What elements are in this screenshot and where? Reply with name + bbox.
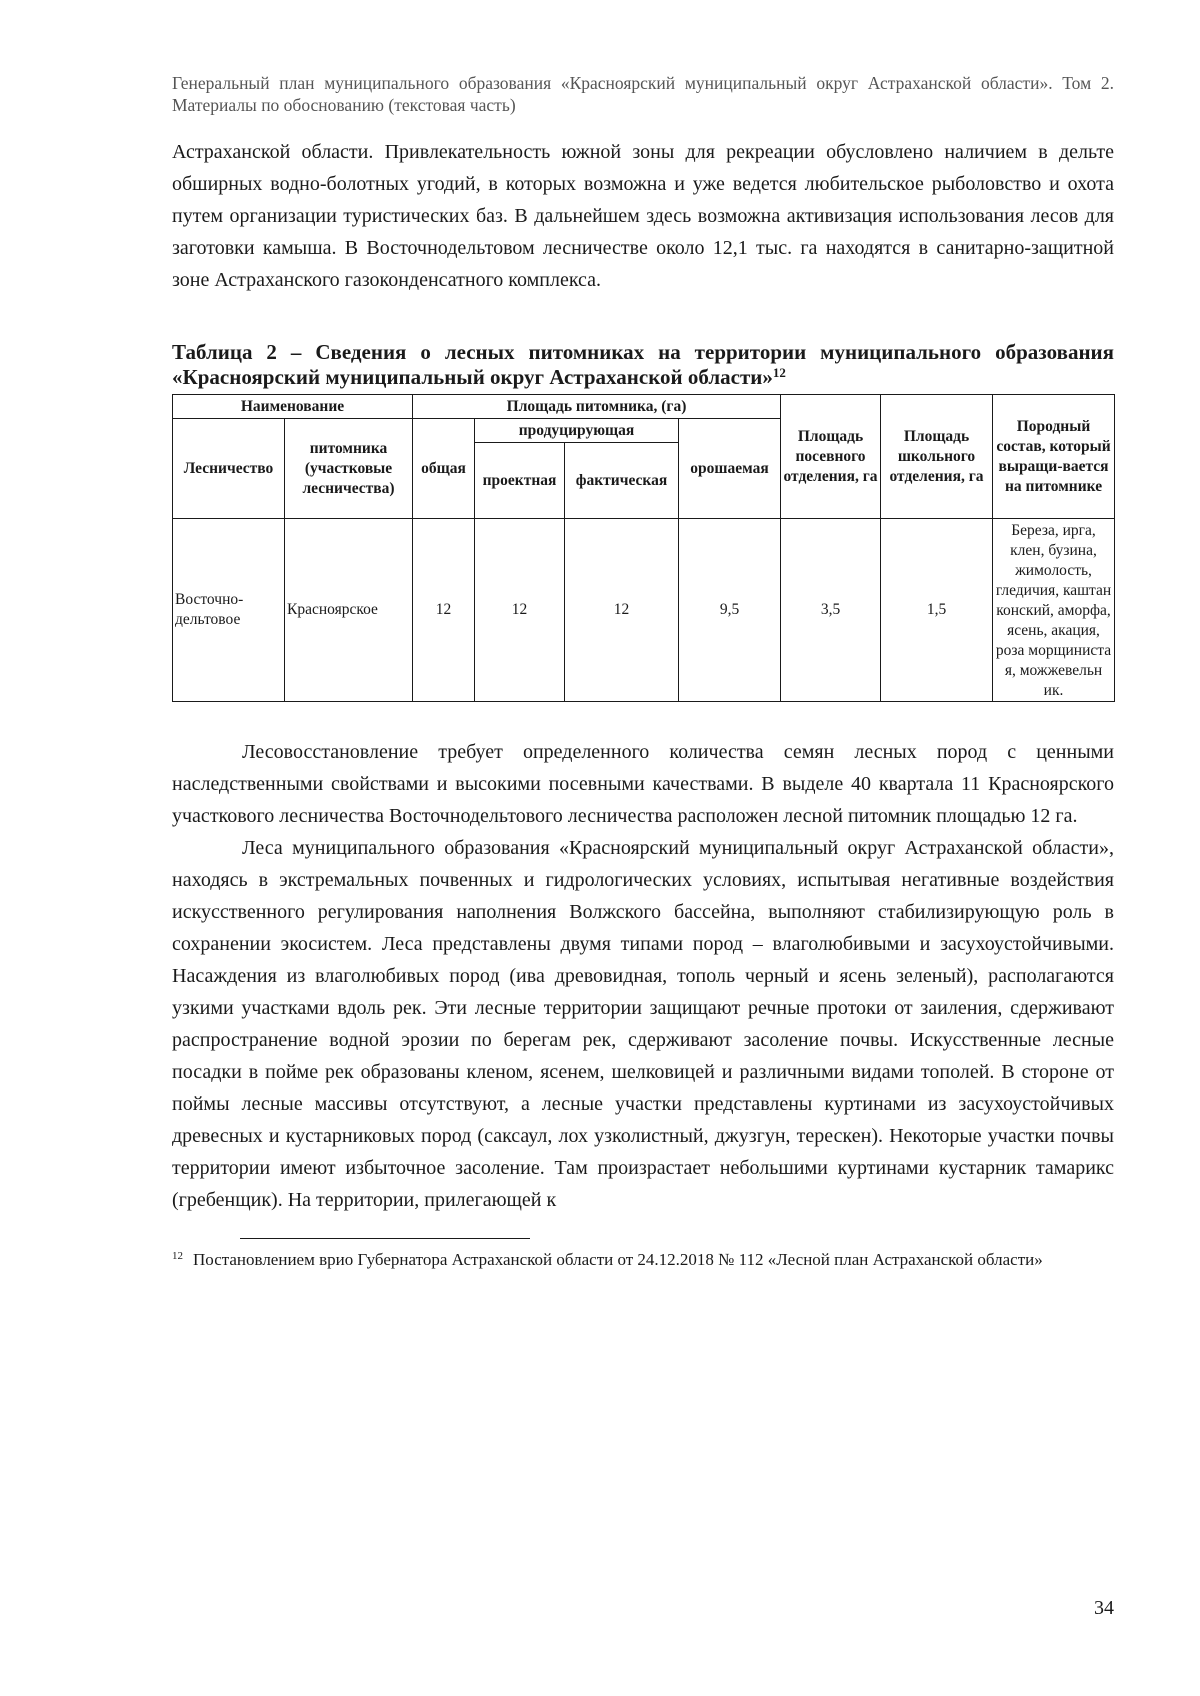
header-name-group: Наименование <box>173 395 413 419</box>
header-school-area: Площадь школьного отделения, га <box>881 395 993 519</box>
header-species: Породный состав, который выращи-вается на питомнике <box>993 395 1115 519</box>
cell-school: 1,5 <box>881 519 993 702</box>
header-nursery: питомника (участковые лесничества) <box>285 419 413 519</box>
page-number: 34 <box>1094 1597 1114 1619</box>
footnote-text: Постановлением врио Губернатора Астраханской области от 24.12.2018 № 112 «Лесной план Астраханской области» <box>193 1250 1043 1269</box>
header-producing: продуцирующая <box>475 419 679 443</box>
cell-species: Береза, ирга, клен, бузина, жимолость, гледичия, каштан конский, аморфа, ясень, акация, роза морщиниста я, можжевельн ик. <box>993 519 1115 702</box>
cell-irrigated: 9,5 <box>679 519 781 702</box>
cell-design: 12 <box>475 519 565 702</box>
body-text <box>172 736 1114 1216</box>
header-area-group: Площадь питомника, (га) <box>413 395 781 419</box>
cell-actual: 12 <box>565 519 679 702</box>
table-footnote-ref: 12 <box>772 365 786 380</box>
header-total: общая <box>413 419 475 519</box>
header-irrigated: орошаемая <box>679 419 781 519</box>
running-header: Генеральный план муниципального образования «Красноярский муниципальный округ Астраханской области». Том 2. Материалы по обоснованию (текстовая часть) <box>172 73 1114 115</box>
footnote-number: 12 <box>172 1250 183 1262</box>
document-page <box>172 72 1114 1271</box>
nursery-table <box>172 394 1115 702</box>
cell-forestry: Восточно-дельтовое <box>173 519 285 702</box>
header-sowing-area: Площадь посевного отделения, га <box>781 395 881 519</box>
cell-total: 12 <box>413 519 475 702</box>
table-caption-text: Таблица 2 – Сведения о лесных питомниках на территории муниципального образования «Красноярский муниципальный округ Астраханской области» <box>172 340 1114 389</box>
header-design: проектная <box>475 443 565 519</box>
cell-sowing: 3,5 <box>781 519 881 702</box>
paragraph-forests: Леса муниципального образования «Красноярский муниципальный округ Астраханской области», находясь в экстремальных почвенных и гидрологических условиях, испытывая негативные воздействия искусственного регулирования наполнения Волжского бассейна, выполняют стабилизирующую роль в сохранении экосистем. Леса представлены двумя типами пород – влаголюбивыми и засухоустойчивыми. Насаждения из влаголюбивых пород (ива древовидная, тополь черный и ясень зеленый), располагаются узкими участками вдоль рек. Эти лесные территории защищают речные протоки от заиления, сдерживают распространение водной эрозии по берегам рек, сдерживают засоление почвы. Искусственные лесные посадки в пойме рек образованы кленом, ясенем, шелковицей и различными видами тополей. В стороне от поймы лесные массивы отсутствуют, а лесные участки представлены куртинами из засухоустойчивых древесных и кустарниковых пород (саксаул, лох узколистный, джузгун, терескен). Некоторые участки почвы территории имеют избыточное засоление. Там произрастает небольшими куртинами кустарник тамарикс (гребенщик). На территории, прилегающей к <box>172 837 1114 1211</box>
footnote-divider <box>240 1238 530 1239</box>
cell-nursery: Красноярское <box>285 519 413 702</box>
header-forestry: Лесничество <box>173 419 285 519</box>
table-caption <box>172 340 1114 390</box>
intro-paragraph: Астраханской области. Привлекательность южной зоны для рекреации обусловлено наличием в дельте обширных водно-болотных угодий, в которых возможна и уже ведется любительское рыболовство и охота путем организации туристических баз. В дальнейшем здесь возможна активизация использования лесов для заготовки камыша. В Восточнодельтовом лесничестве около 12,1 тыс. га находятся в санитарно-защитной зоне Астраханского газоконденсатного комплекса. <box>172 141 1114 291</box>
paragraph-reforestation: Лесовосстановление требует определенного количества семян лесных пород с ценными наследственными свойствами и высокими посевными качествами. В выделе 40 квартала 11 Красноярского участкового лесничества Восточнодельтового лесничества расположен лесной питомник площадью 12 га. <box>172 741 1114 827</box>
footnote <box>172 1249 1114 1271</box>
table-row <box>173 519 1115 702</box>
header-actual: фактическая <box>565 443 679 519</box>
